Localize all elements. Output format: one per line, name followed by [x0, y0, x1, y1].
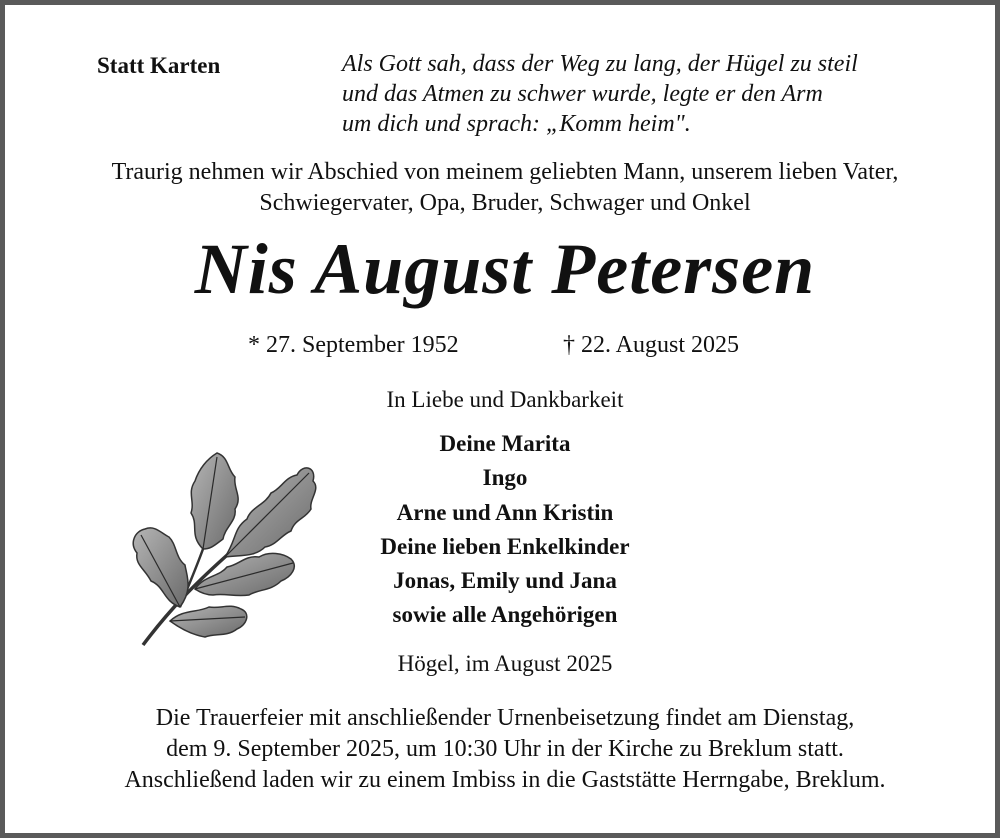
- place-date: Högel, im August 2025: [397, 651, 613, 676]
- death-date: † 22. August 2025: [563, 332, 740, 358]
- poem-line: um dich und sprach: „Komm heim".: [342, 111, 691, 137]
- signer-name: Deine Marita: [439, 431, 571, 456]
- oak-leaf-icon: [125, 449, 320, 654]
- poem-line: und das Atmen zu schwer wurde, legte er den Arm: [342, 81, 823, 107]
- intro-text: [5, 157, 1000, 219]
- birth-date: * 27. September 1952: [248, 332, 459, 358]
- funeral-line: dem 9. September 2025, um 10:30 Uhr in der Kirche zu Breklum statt.: [166, 736, 844, 762]
- poem: [342, 49, 858, 139]
- funeral-line: Die Trauerfeier mit anschließender Urnenbeisetzung findet am Dienstag,: [155, 705, 855, 731]
- signer-name: Arne und Ann Kristin: [396, 499, 614, 525]
- deceased-name: Nis August Petersen: [194, 229, 816, 309]
- signer-name: Ingo: [482, 465, 528, 491]
- signer-name: Deine lieben Enkelkinder: [380, 533, 630, 559]
- farewell-phrase: In Liebe und Dankbarkeit: [386, 387, 624, 412]
- funeral-line: Anschließend laden wir zu einem Imbiss in die Gaststätte Herrngabe, Breklum.: [124, 767, 886, 793]
- intro-line: Schwiegervater, Opa, Bruder, Schwager und Onkel: [259, 190, 751, 216]
- signer-name: Jonas, Emily und Jana: [393, 568, 617, 594]
- poem-line: Als Gott sah, dass der Weg zu lang, der Hügel zu steil: [342, 51, 858, 77]
- statt-karten-label: Statt Karten: [97, 53, 221, 78]
- signer-name: sowie alle Angehörigen: [392, 602, 618, 628]
- intro-line: Traurig nehmen wir Abschied von meinem geliebten Mann, unserem lieben Vater,: [111, 159, 899, 185]
- funeral-info: [5, 703, 1000, 796]
